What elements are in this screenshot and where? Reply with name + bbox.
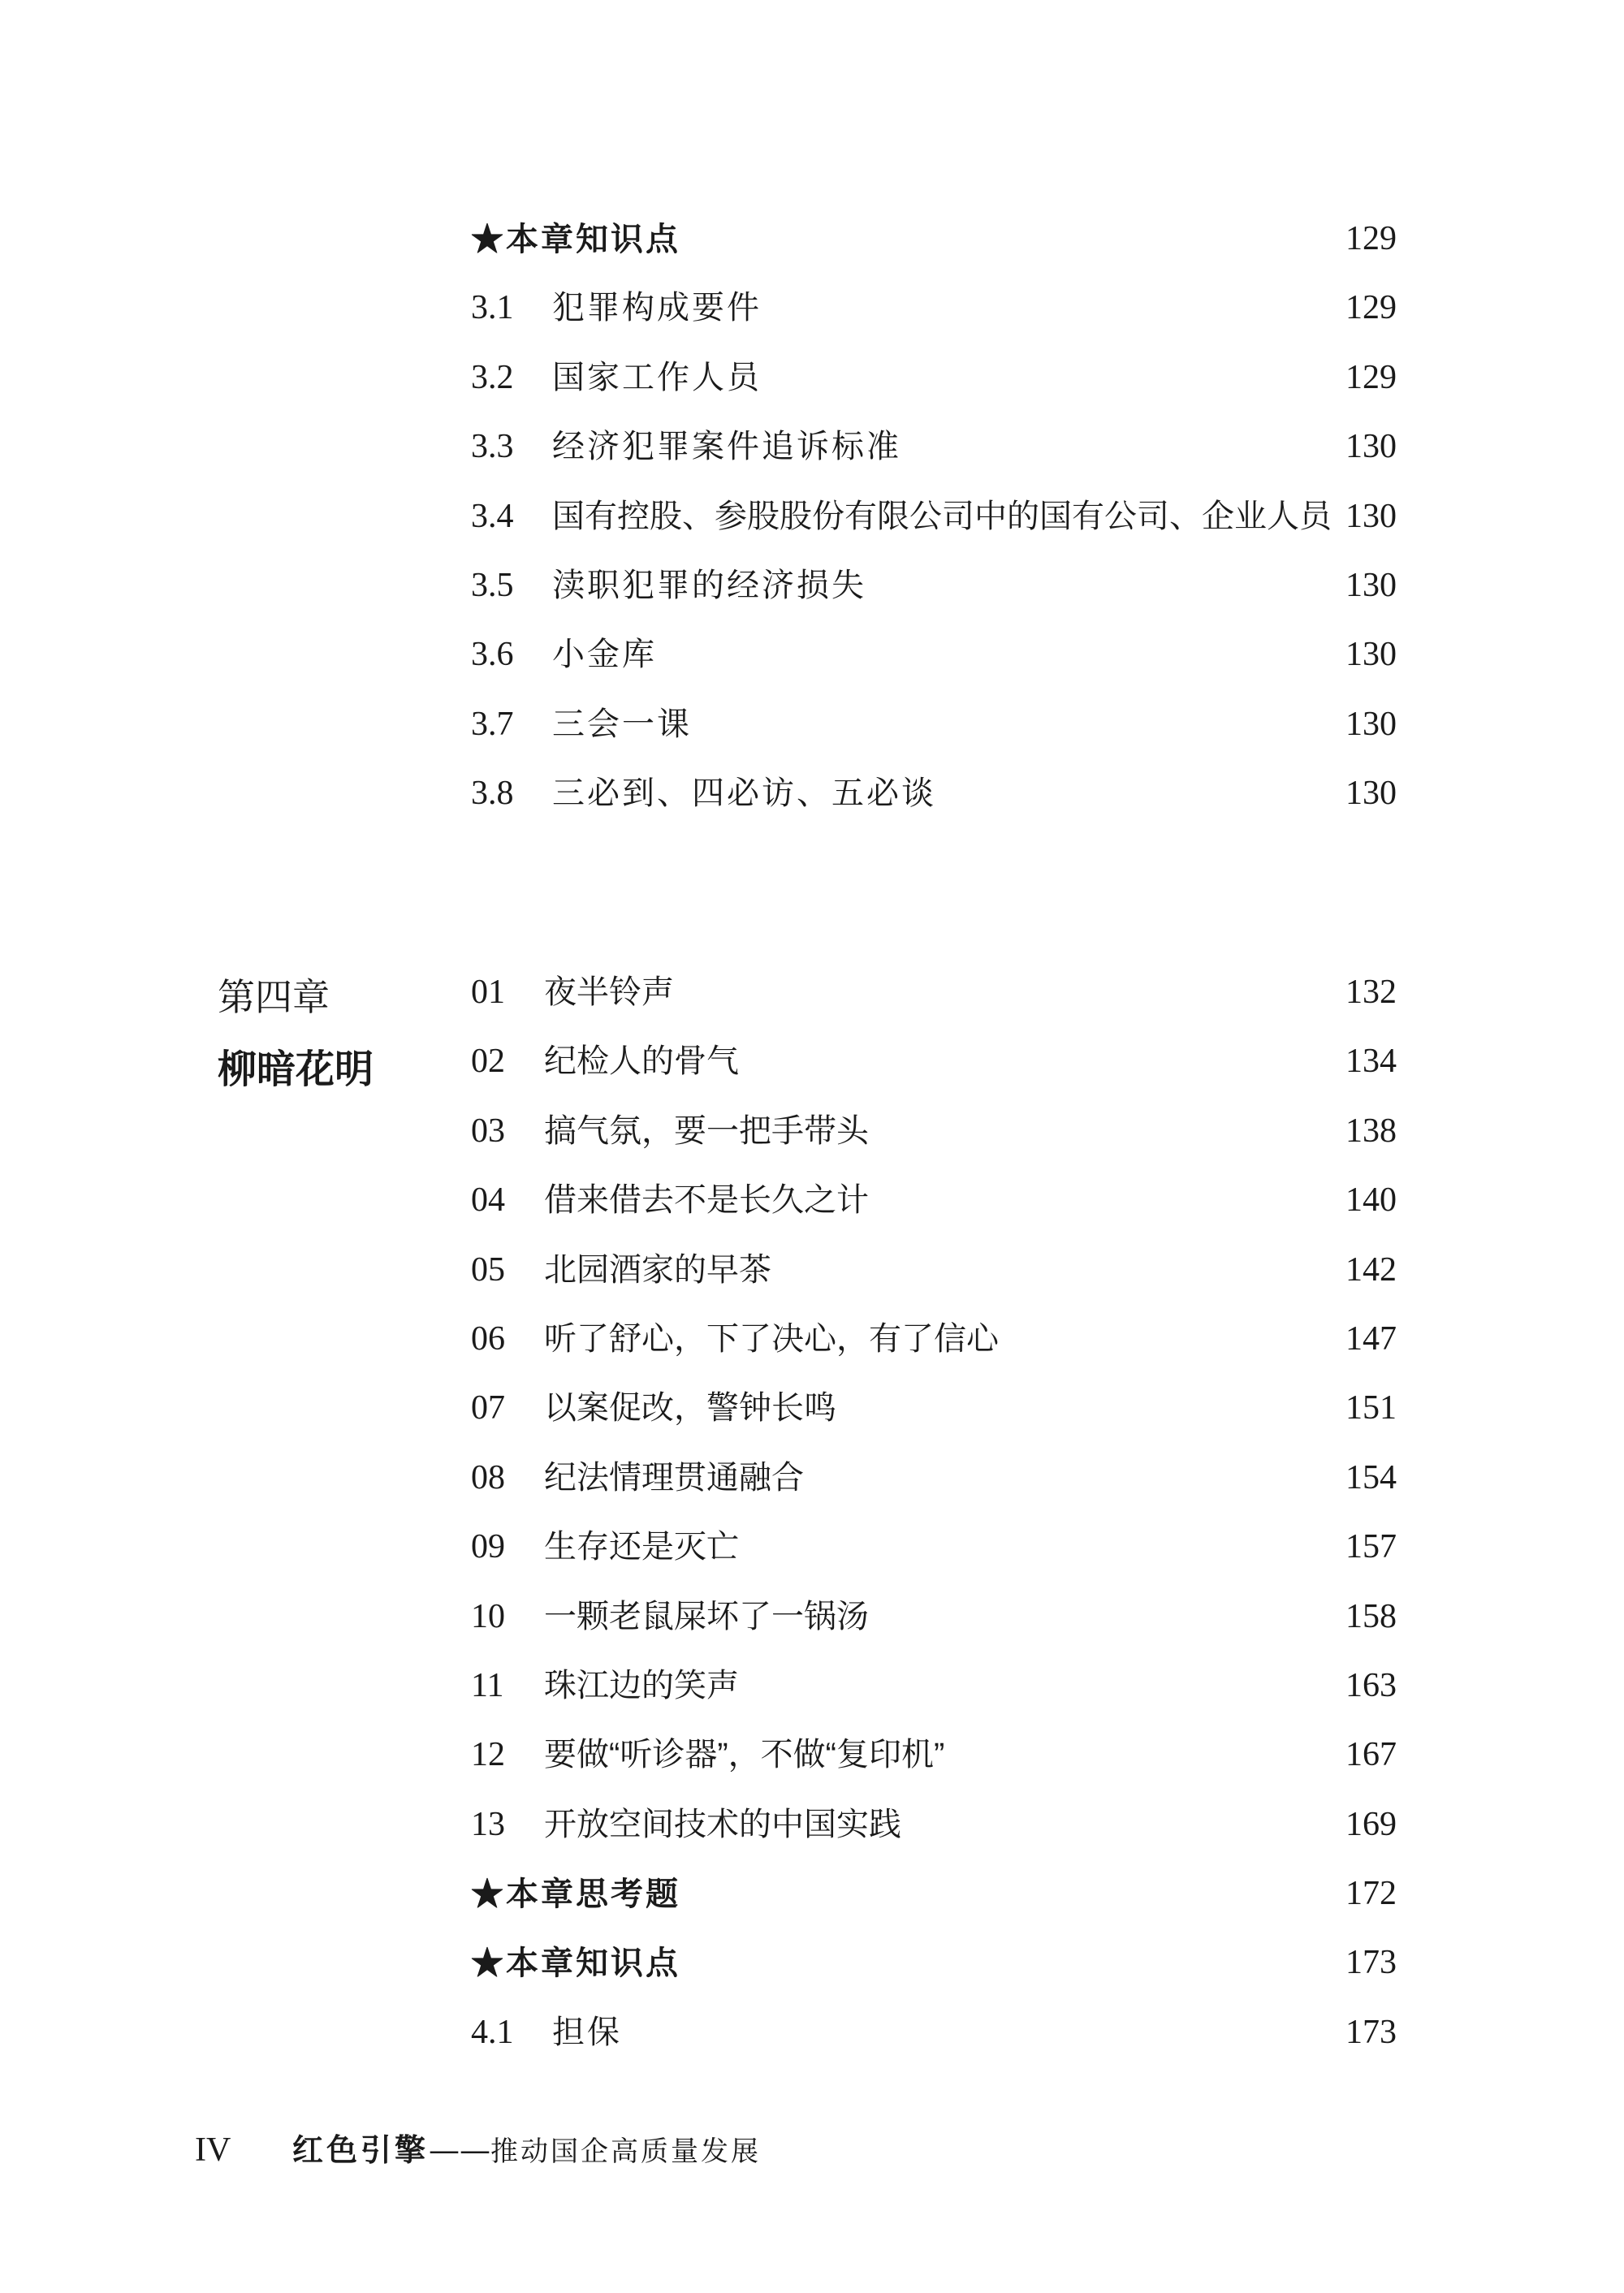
toc-page-number: 147 (1345, 1319, 1397, 1358)
toc-page-number: 169 (1345, 1805, 1397, 1843)
toc-item-number: 05 (471, 1250, 505, 1289)
footer-book-subtitle: 推动国企高质量发展 (490, 2135, 762, 2168)
toc-row[interactable] (471, 1652, 1397, 1721)
toc-page-number: 130 (1345, 428, 1397, 466)
toc-item-title: 开放空间技术的中国实践 (544, 1806, 901, 1842)
footer-separator: —— (429, 2132, 491, 2168)
toc-item-title: 纪检人的骨气 (544, 1043, 739, 1080)
toc-page-number: 129 (1345, 358, 1397, 396)
toc-page-number: 130 (1345, 636, 1397, 674)
toc-page-number: 172 (1345, 1875, 1397, 1913)
toc-page-number: 167 (1345, 1736, 1397, 1774)
toc-row[interactable] (471, 1790, 1397, 1859)
chapter-number: 第四章 (218, 976, 330, 1018)
toc-row[interactable] (471, 482, 1397, 551)
toc-row[interactable] (471, 1374, 1397, 1443)
toc-page-number: 173 (1345, 2013, 1397, 2051)
toc-section-chapter3-knowledge (471, 205, 1397, 829)
toc-star-title: ★本章知识点 (471, 1944, 680, 1983)
toc-item-number: 06 (471, 1319, 505, 1358)
chapter-title: 柳暗花明 (218, 1048, 374, 1091)
toc-item-title: 听了舒心，下了决心，有了信心 (544, 1320, 999, 1357)
toc-row[interactable] (471, 1583, 1397, 1652)
toc-item-number: 4.1 (471, 2013, 514, 2051)
toc-item-title: 担保 (552, 2013, 622, 2051)
toc-row-questions[interactable] (471, 1859, 1397, 1928)
toc-item-number: 3.3 (471, 428, 514, 466)
toc-item-title: 三必到、四必访、五必谈 (552, 775, 936, 813)
toc-item-number: 3.8 (471, 775, 514, 813)
toc-page-number: 130 (1345, 497, 1397, 535)
toc-item-title: 三会一课 (552, 705, 692, 743)
toc-page-number: 138 (1345, 1112, 1397, 1150)
toc-row[interactable] (471, 1444, 1397, 1513)
toc-item-number: 03 (471, 1112, 505, 1150)
toc-page-number: 142 (1345, 1250, 1397, 1289)
toc-page-number: 130 (1345, 566, 1397, 604)
toc-item-title: 国有控股、参股股份有限公司中的国有公司、企业人员 (552, 497, 1332, 535)
toc-item-title: 小金库 (552, 636, 657, 674)
toc-item-title: 借来借去不是长久之计 (544, 1182, 869, 1219)
toc-page-number: 130 (1345, 775, 1397, 813)
toc-item-title: 要做“听诊器”，不做“复印机” (544, 1737, 945, 1773)
toc-item-number: 3.7 (471, 705, 514, 743)
toc-row[interactable] (471, 274, 1397, 343)
toc-page-number: 151 (1345, 1389, 1397, 1427)
toc-item-number: 12 (471, 1736, 505, 1774)
toc-row[interactable] (471, 1166, 1397, 1235)
toc-item-title: 犯罪构成要件 (552, 289, 762, 327)
toc-row-knowledge-header[interactable] (471, 1928, 1397, 1997)
toc-row[interactable] (471, 690, 1397, 759)
toc-page-number: 132 (1345, 974, 1397, 1011)
toc-item-title: 经济犯罪案件追诉标准 (552, 428, 901, 466)
toc-item-number: 07 (471, 1389, 505, 1427)
toc-row[interactable] (471, 1236, 1397, 1305)
footer-page-number: IV (195, 2131, 231, 2169)
toc-page-number: 129 (1345, 220, 1397, 257)
toc-row[interactable] (471, 1721, 1397, 1790)
toc-item-number: 3.4 (471, 497, 514, 535)
toc-item-number: 3.1 (471, 289, 514, 327)
toc-item-title: 生存还是灭亡 (544, 1529, 739, 1565)
toc-item-number: 01 (471, 974, 505, 1011)
toc-row[interactable] (471, 551, 1397, 620)
toc-row[interactable] (471, 958, 1397, 1027)
toc-item-number: 09 (471, 1528, 505, 1566)
toc-item-title: 夜半铃声 (544, 974, 674, 1010)
toc-row[interactable] (471, 1305, 1397, 1374)
toc-page-number: 134 (1345, 1043, 1397, 1081)
toc-row[interactable] (471, 620, 1397, 689)
toc-page-number: 173 (1345, 1944, 1397, 1982)
toc-page-number: 154 (1345, 1458, 1397, 1496)
toc-row[interactable] (471, 412, 1397, 481)
toc-item-title: 纪法情理贯通融合 (544, 1459, 804, 1496)
toc-row[interactable] (471, 1998, 1397, 2067)
toc-item-title: 一颗老鼠屎坏了一锅汤 (544, 1598, 869, 1634)
toc-item-number: 04 (471, 1181, 505, 1220)
toc-item-number: 02 (471, 1043, 505, 1081)
toc-item-title: 北园酒家的早茶 (544, 1251, 771, 1288)
toc-star-title: ★本章思考题 (471, 1875, 680, 1914)
toc-page-number: 163 (1345, 1666, 1397, 1704)
toc-item-number: 11 (471, 1666, 504, 1704)
toc-row[interactable] (471, 759, 1397, 828)
toc-item-number: 10 (471, 1597, 505, 1635)
toc-item-number: 08 (471, 1458, 505, 1496)
page-footer (195, 2126, 761, 2174)
footer-book-title: 红色引擎 (292, 2131, 430, 2168)
toc-item-title: 国家工作人员 (552, 358, 762, 396)
toc-star-title: ★本章知识点 (471, 220, 680, 258)
toc-page-number: 158 (1345, 1597, 1397, 1635)
toc-section-chapter4 (471, 958, 1397, 2067)
toc-page-number: 157 (1345, 1528, 1397, 1566)
toc-row-knowledge-header[interactable] (471, 205, 1397, 274)
toc-row[interactable] (471, 1097, 1397, 1166)
toc-row[interactable] (471, 343, 1397, 412)
toc-row[interactable] (471, 1027, 1397, 1096)
toc-item-number: 3.6 (471, 636, 514, 674)
toc-item-title: 珠江边的笑声 (544, 1667, 739, 1704)
toc-item-number: 3.2 (471, 358, 514, 396)
toc-page-number: 130 (1345, 705, 1397, 743)
toc-row[interactable] (471, 1513, 1397, 1582)
toc-item-number: 13 (471, 1805, 505, 1843)
toc-page-number: 129 (1345, 289, 1397, 327)
toc-item-title: 搞气氛，要一把手带头 (544, 1112, 869, 1149)
toc-item-number: 3.5 (471, 566, 514, 604)
toc-page-number: 140 (1345, 1181, 1397, 1220)
toc-item-title: 以案促改，警钟长鸣 (544, 1390, 836, 1427)
toc-item-title: 渎职犯罪的经济损失 (552, 566, 866, 604)
